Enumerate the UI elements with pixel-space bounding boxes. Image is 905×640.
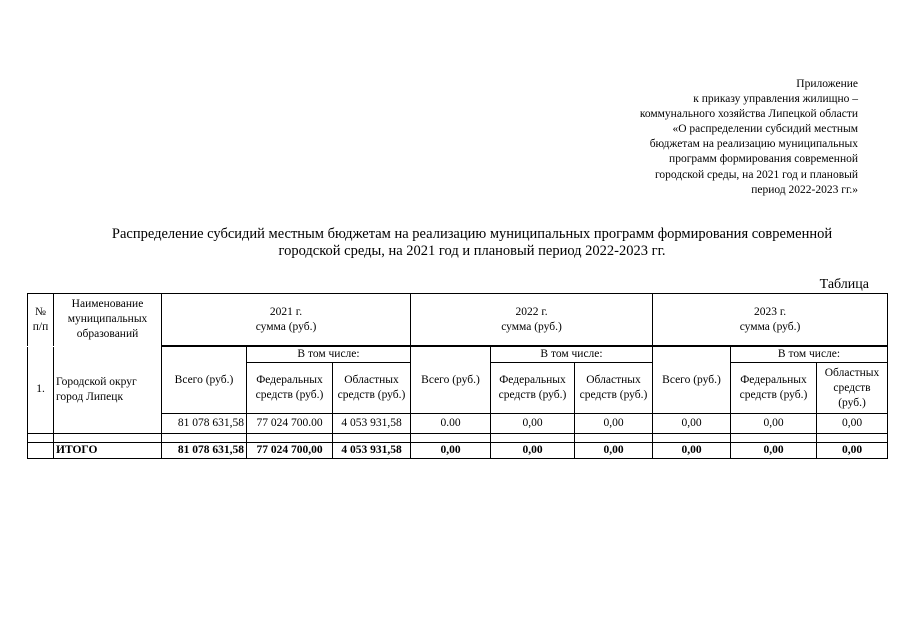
year-2022-header: [411, 294, 653, 346]
total-cell-regional-2021: 4 053 931,58: [333, 443, 411, 459]
cell-federal-2023: 0,00: [731, 414, 817, 434]
appendix-line: программ формирования современной: [669, 153, 858, 166]
total-cell-total-2021: 81 078 631,58: [162, 443, 247, 459]
including-2022: В том числе:: [491, 347, 653, 363]
regional-2022-header: Областных средств (руб.): [575, 363, 653, 414]
total-row: [28, 443, 888, 459]
name-header: Наименование муниципальных образований: [54, 294, 162, 346]
title-line-2: городской среды, на 2021 год и плановый период 2022-2023 гг.: [278, 243, 666, 259]
municipality-name: Городской округ город Липецк: [54, 347, 162, 434]
header-row-including: [28, 347, 888, 363]
total-cell-total-2022: 0,00: [411, 443, 491, 459]
cell-federal-2022: 0,00: [491, 414, 575, 434]
sum-label: сумма (руб.): [501, 320, 562, 333]
appendix-line: к приказу управления жилищно –: [693, 93, 858, 106]
total-cell-federal-2023: 0,00: [731, 443, 817, 459]
appendix-line: «О распределении субсидий местным: [672, 123, 858, 136]
federal-2021-header: Федеральных средств (руб.): [247, 363, 333, 414]
header-row-years: [28, 294, 888, 346]
regional-2023-header: Областных средств (руб.): [817, 363, 888, 414]
total-cell-regional-2023: 0,00: [817, 443, 888, 459]
year-2021-header: [162, 294, 411, 346]
total-cell-federal-2022: 0,00: [491, 443, 575, 459]
cell-regional-2021: 4 053 931,58: [333, 414, 411, 434]
sum-label: сумма (руб.): [739, 320, 801, 333]
document-title: [40, 226, 904, 260]
sum-label: сумма (руб.): [255, 320, 317, 333]
subsidy-table-body: [27, 346, 888, 459]
appendix-line: Приложение: [796, 78, 858, 90]
year-label: 2022 г.: [515, 305, 548, 318]
total-2022-header: Всего (руб.): [411, 347, 491, 414]
cell-total-2021: 81 078 631,58: [162, 414, 247, 434]
subsidy-table: [27, 293, 888, 346]
title-line-1: Распределение субсидий местным бюджетам на реализацию муниципальных программ формирования современной: [111, 226, 833, 242]
federal-2022-header: Федеральных средств (руб.): [491, 363, 575, 414]
cell-total-2022: 0.00: [411, 414, 491, 434]
cell-regional-2022: 0,00: [575, 414, 653, 434]
regional-2021-header: Областных средств (руб.): [333, 363, 411, 414]
table-caption: Таблица: [819, 277, 869, 292]
cell-federal-2021: 77 024 700.00: [247, 414, 333, 434]
total-cell-total-2023: 0,00: [653, 443, 731, 459]
total-cell-regional-2022: 0,00: [575, 443, 653, 459]
cell-total-2023: 0,00: [653, 414, 731, 434]
federal-2023-header: Федеральных средств (руб.): [731, 363, 817, 414]
appendix-line: коммунального хозяйства Липецкой области: [639, 108, 858, 121]
year-label: 2021 г.: [269, 305, 303, 318]
cell-regional-2023: 0,00: [817, 414, 888, 434]
appendix-block: [560, 77, 858, 198]
total-2021-header: Всего (руб.): [162, 347, 247, 414]
including-2023: В том числе:: [731, 347, 888, 363]
year-label: 2023 г.: [753, 305, 787, 318]
num-header: № п/п: [28, 294, 54, 346]
spacer-row: [28, 434, 888, 443]
row-number: 1.: [28, 347, 54, 434]
total-2023-header: Всего (руб.): [653, 347, 731, 414]
total-cell-federal-2021: 77 024 700,00: [247, 443, 333, 459]
appendix-line: период 2022-2023 гг.»: [751, 183, 858, 196]
year-2023-header: [653, 294, 888, 346]
total-label: ИТОГО: [54, 443, 162, 459]
including-2021: В том числе:: [247, 347, 411, 363]
appendix-line: бюджетам на реализацию муниципальных: [649, 138, 858, 151]
appendix-line: городской среды, на 2021 год и плановый: [654, 168, 858, 181]
